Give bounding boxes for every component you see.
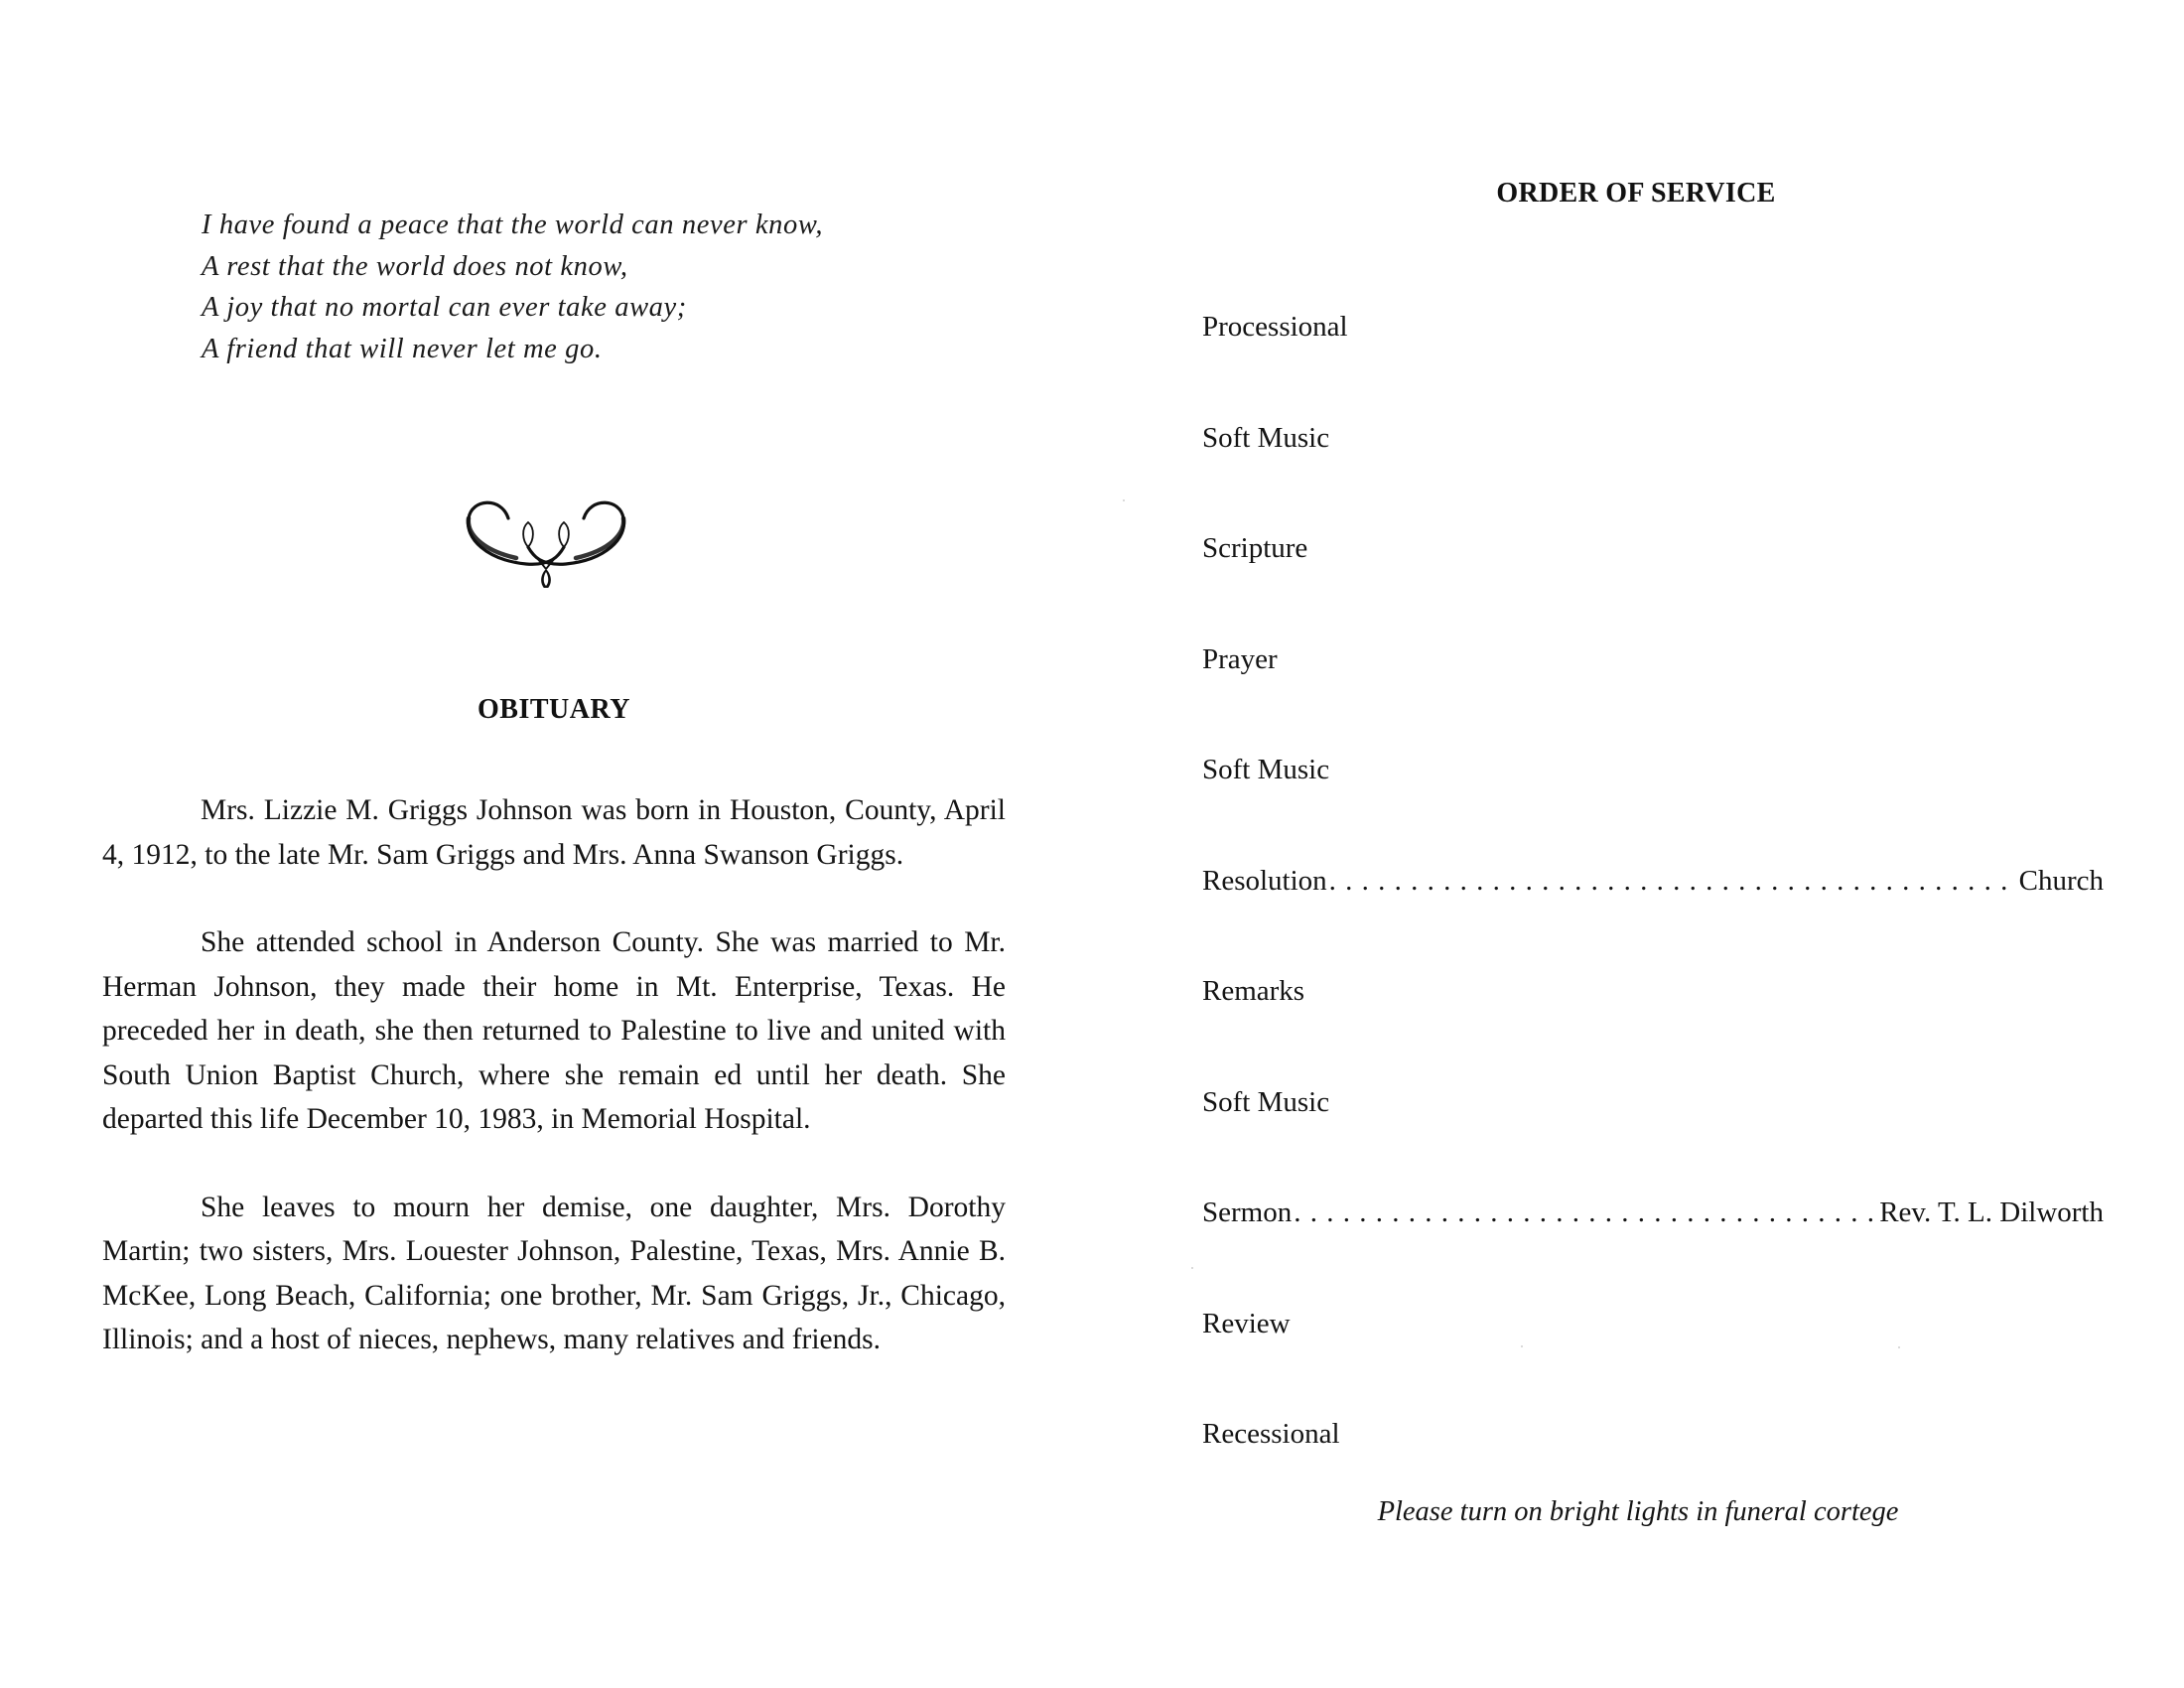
service-item-label: Sermon — [1202, 1196, 1293, 1228]
scroll-flourish-icon — [427, 479, 665, 588]
service-item-label: Resolution — [1202, 864, 1327, 897]
service-item — [1202, 422, 2104, 533]
service-item-label: Soft Music — [1202, 1085, 1330, 1118]
service-item-participant: Rev. T. L. Dilworth — [1879, 1196, 2104, 1228]
scan-speck — [1191, 1267, 1193, 1269]
dot-leader — [1294, 1196, 1877, 1229]
poem — [202, 205, 823, 369]
service-item-label: Scripture — [1202, 532, 1308, 564]
service-item — [1202, 532, 2104, 643]
service-item — [1202, 1308, 2104, 1419]
poem-line: I have found a peace that the world can never know, — [202, 210, 824, 240]
obituary-paragraph: She leaves to mourn her demise, one daughter, Mrs. Dorothy Martin; two sisters, Mrs. Louester Johnson, Palestine, Texas, Mrs. Annie B. McKee, Long Beach, California; one brother, Mr. Sam Griggs, Jr., Chicago, Illinois; and a host of nieces, nephews, many relatives and friends. — [102, 1191, 1006, 1355]
service-item-label: Recessional — [1202, 1418, 1340, 1450]
service-item — [1202, 311, 2104, 422]
scan-speck — [1521, 1345, 1523, 1347]
obituary-paragraph: Mrs. Lizzie M. Griggs Johnson was born in Houston, County, April 4, 1912, to the late Mr. Sam Griggs and Mrs. Anna Swanson Griggs. — [102, 794, 1006, 871]
service-item — [1202, 865, 2104, 976]
order-of-service-heading: ORDER OF SERVICE — [1496, 178, 1776, 209]
poem-line: A rest that the world does not know, — [202, 250, 628, 282]
poem-line: A friend that will never let me go. — [202, 333, 603, 364]
order-of-service-list — [1202, 311, 2104, 1529]
service-item-label: Prayer — [1202, 642, 1278, 675]
scan-speck — [1898, 1346, 1900, 1348]
obituary-body — [102, 788, 1006, 1406]
obituary-heading: OBITUARY — [478, 694, 630, 725]
service-item — [1202, 754, 2104, 865]
obituary-paragraph: She attended school in Anderson County. She was married to Mr. Herman Johnson, they made their home in Mt. Enterprise, Texas. He preceded her in death, she then returned to Palestine to live and united with South Union Baptist Church, where she remain ed until her death. She departed this life December 10, 1983, in Memorial Hospital. — [102, 926, 1006, 1135]
service-item-label: Soft Music — [1202, 421, 1330, 454]
service-item-participant: Church — [2018, 864, 2104, 897]
service-item — [1202, 1196, 2104, 1308]
footer-note — [1188, 1496, 2102, 1528]
service-item-label: Review — [1202, 1307, 1291, 1339]
poem-line: A joy that no mortal can ever take away; — [202, 292, 687, 323]
service-item-label: Soft Music — [1202, 754, 1330, 785]
footer-note-text: Please turn on bright lights in funeral cortege — [1377, 1496, 1899, 1527]
service-item — [1202, 975, 2104, 1086]
service-item — [1202, 643, 2104, 755]
service-item — [1202, 1086, 2104, 1197]
service-item-label: Remarks — [1202, 975, 1305, 1007]
scan-speck — [1123, 499, 1125, 501]
dot-leader — [1329, 865, 2017, 898]
service-item-label: Processional — [1202, 311, 1348, 343]
